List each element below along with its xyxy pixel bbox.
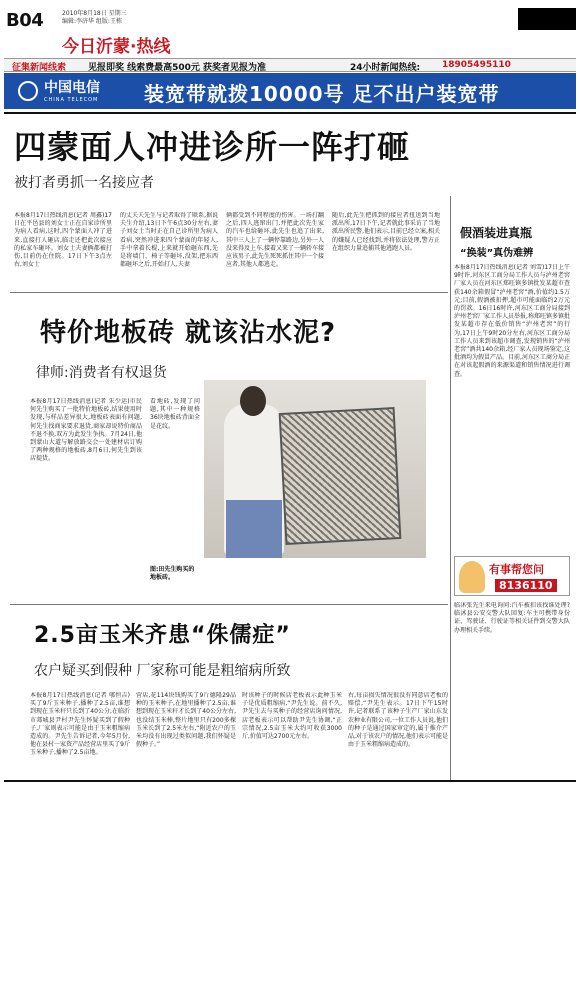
article3-col-2: 营店,花114块钱购买了9斤德隆29品种的玉米种子,在地里播种了2.5亩,谁想到现在玉米秆才长到了40公分左右,也没结玉米棒,整片地里只有200多棵玉米长到了2.5米左右,“附近农户的玉米均没有出现过类似问题,我们怀疑是假种子。”	[136, 692, 236, 749]
masthead	[4, 4, 576, 56]
hotline-label: 24小时新闻热线:	[350, 63, 421, 73]
top-rule	[4, 112, 576, 114]
section-title: 今日沂蒙·热线	[62, 37, 171, 57]
photo-caption: 图:田先生购买的地板砖。	[150, 566, 195, 582]
article3-col-3: 时该种子的时候店老板表示此种玉米子是优质粗缩病,“尹先生说。前不久,尹先生去与买种子的经营店询问情况,店老板表示可以帮助尹先生协调,“正宗情况,2.5亩玉米大约可收获3000斤,价值可达2700元左右。	[242, 692, 342, 741]
article-divider-1	[10, 292, 448, 293]
article1-subhead: 被打者勇抓一名接应者	[14, 175, 154, 191]
reporter-cartoon-icon	[459, 561, 485, 593]
china-telecom-logo-icon	[18, 81, 38, 101]
article1-col-1: 本报8月17日热线消息(记者 周鑫)17日在平邑县的刘女士正在自家诊所里为病人看病,这时,四个蒙面人冲了进来,直接打人砸店,临走还把此次接应的私家车砸坏。刘女士夫妻俩都被打伤,目前仍在住院。17日下午3点左右,刘女士	[14, 212, 112, 269]
ask-help-title: 有事帮您问	[489, 563, 544, 576]
floor-tile-photo	[204, 380, 426, 558]
date-line: 2010年8月18日 星期三	[62, 10, 127, 17]
article-divider-2	[10, 604, 448, 605]
sidebar-divider	[450, 196, 451, 780]
person-jeans	[226, 500, 282, 558]
news-tip-strip	[4, 58, 576, 72]
article3-headline[interactable]: 2.5亩玉米齐患“侏儒症”	[34, 623, 291, 648]
tip-call-label: 征集新闻线索	[12, 63, 67, 73]
page-number: B04	[6, 10, 44, 31]
article3-col-4: 右,每亩损失情况很没有同意店老板的赔偿,“尹先生表示。17日下午15时许,记者联系了该种子生产厂家山东发农种业有限公司,一位工作人员说,他们的种子是通过国家审定的,属于推介产品,对于该农户的情况,他们表示可能是由于玉米粗缩病造成的。	[348, 692, 448, 749]
sidebar-headline[interactable]: 假酒装进真瓶	[460, 226, 533, 240]
ask-help-number: 8136110	[495, 579, 557, 592]
sidebar-qa: 临沭张先生来电询问:汽车被扣该找谁处理?临沭县公安交警大队回复:车主可携带身份证、驾驶证、行驶证等相关证件到交警大队办理相关手续。	[454, 602, 570, 634]
article1-col-2: 的丈夫夫先生与记者取得了联系,据说夫生介绍,13日下午6点30分左右,妻子刘女士当时正在自己诊所里为病人看病,突然冲进来四个蒙面的年轻人,手中拿着长棍,上来就开始砸东西,先是将墙门、椅子等砸坏,没架,把东西都砸坏之后,开始打人,夫妻	[120, 212, 218, 269]
article1-headline[interactable]: 四蒙面人冲进诊所一阵打砸	[14, 128, 411, 166]
sidebar-body: 本报8月17日热线消息(记者 刘雪)17日上午9时许,河东区工商分局工作人员与泸州老窖厂家人员在河东区郑旺镇多镇批发某超市查获140余箱假冒“泸州老窖”酒,价值约1.5万元;目前,假酒被扣押,超市可能面临约2万元的罚款。16日16时许,河东区工商分局接到泸州老窖厂家工作人员举报,称郑旺镇多镇批发某超市存在低价销售“泸州老窖”的行为,17日上午9时20分左右,河东区工商分局工作人员来到该超市调查,发现销售的“泸州老窖”酒共140余箱,经厂家人员现场鉴定,这批酒均为假冒产品。目前,河东区工商分局正在对该起假酒的来源渠道和销售情况进行调查。	[454, 264, 570, 378]
hotline-number: 18905495110	[442, 60, 511, 70]
article2-col-2: 看地砖,发现了问题,其中一种规格36块地板砖背面全是花纹。	[150, 398, 200, 430]
article3-col-1: 本报8月17日热线消息(记者 郇恒吉)买了9斤玉米种子,播种了2.5亩,谁想到现在玉米秆只长到了40公分,在临沂市郯城县尹村尹先生怀疑买到了假种子,厂家则表示可能是由于玉米粗缩病造成的。尹先生告诉记者,今年5月份,他在县村一家资产品经营店里买了9斤玉米种子,播种了2.5亩地。	[30, 692, 130, 757]
editor-line: 编辑:李济华 组版:王栋	[62, 18, 122, 25]
bottom-rule	[4, 780, 576, 782]
article3-subhead: 农户疑买到假种 厂家称可能是粗缩病所致	[34, 663, 291, 679]
article2-subhead: 律师:消费者有权退货	[36, 365, 167, 381]
article2-col-1: 本报8月17日热线消息(记者 朱少运)市民何先生购买了一批特价地板砖,结果使用时发现,与样品差异很大,地板砖表面有问题,何先生找商家要求退货,商家却说特价商品不退不换,双方为此发生争执。7月24日,他到蒙山大道与解放路交会一处建材店订购了两种规格的地板砖,8月6日,何先生到该店提货。	[30, 398, 142, 463]
ask-help-box	[454, 556, 570, 596]
issue-info	[62, 10, 127, 26]
tip-reward-text: 见报即奖 线索费最高500元 获奖者见报为准	[88, 63, 267, 73]
telecom-ad-banner[interactable]	[4, 73, 576, 109]
article1-col-3: 俩都受到不同程度的伤害。一场打翻之后,四人逃窜出门,并把此次先生家的汽车也给砸坏,此先生也追了出来,其中三人上了一辆停靠路边,另外一人没来得及上车,接着又来了一辆轿车接应该男子,此先生死死抓住其中一个接应者,其他人都逃走。	[226, 212, 324, 269]
banner-slogan: 装宽带就拨10000号 足不出户装宽带	[144, 82, 500, 106]
person-head	[240, 386, 266, 416]
sidebar-subhead: “换装”真伪难辨	[460, 248, 534, 259]
floor-tile-icon	[279, 407, 402, 545]
masthead-black-box	[518, 8, 576, 30]
article1-col-4: 随后,此先生把抓到的接应者扭送到当地派出所,17日下午,记者就此事采访了当地派出所民警,他们表示,目前已经立案,相关的嫌疑人已经找到,并将依法处理,警方正在组织力量追捕其他逃跑人员。	[332, 212, 440, 252]
telecom-logo-text: 中国电信 CHINA TELECOM	[44, 80, 100, 103]
article2-headline[interactable]: 特价地板砖 就该沾水泥?	[40, 318, 337, 348]
